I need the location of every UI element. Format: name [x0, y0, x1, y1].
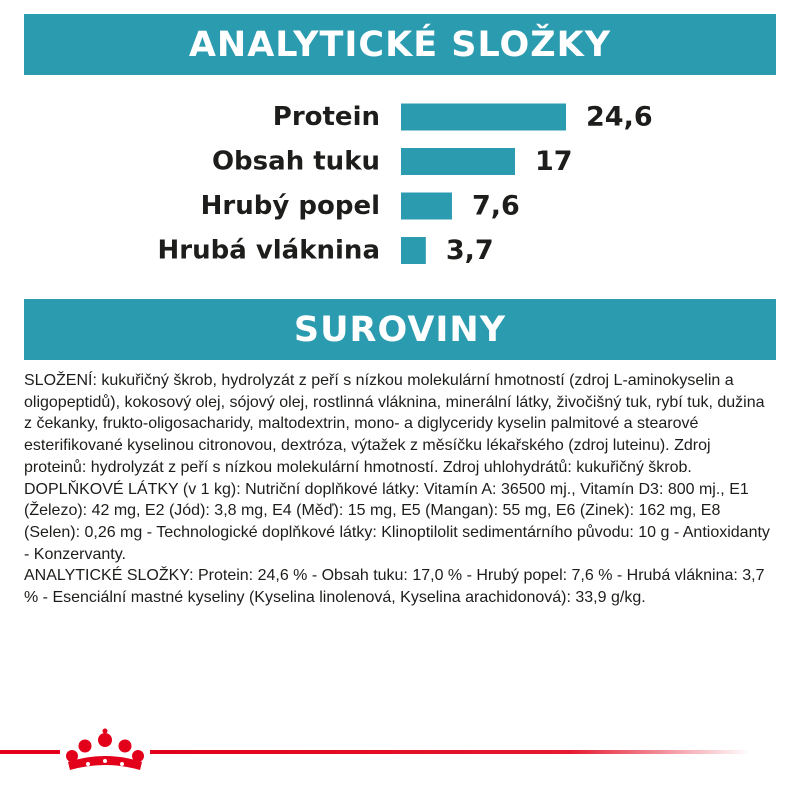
brand-ribbon [0, 720, 800, 780]
analytical-bar-chart [0, 96, 800, 276]
value-label: 3,7 [445, 235, 494, 266]
analytical-section-title: ANALYTICKÉ SLOŽKY [24, 14, 776, 75]
category-label: Hrubý popel [200, 191, 380, 221]
category-label: Protein [272, 102, 380, 132]
crown-icon [66, 729, 144, 771]
brand-footer [0, 720, 800, 780]
additives-paragraph: DOPLŇKOVÉ LÁTKY (v 1 kg): Nutriční doplňkové látky: Vitamín A: 36500 mj., Vitamín D3: 800 mj., E1 (Železo): 42 mg, E2 (Jód): 3,8 mg, E4 (Měď): 15 mg, E5 (Mangan): 55 mg, E6 (Zinek): 162 mg, E8 (Selen): 0,26 mg - Technologické doplňkové látky: Klinoptilolit sedimentárního původu: 10 g - Antioxidanty - Konzervanty. [24, 480, 770, 563]
red-line-left [0, 750, 60, 754]
ingredients-section-title: SUROVINY [24, 299, 776, 360]
category-label: Hrubá vláknina [157, 235, 380, 266]
bar [401, 148, 515, 175]
value-label: 24,6 [586, 101, 653, 133]
bar [401, 237, 426, 264]
bar [401, 104, 566, 131]
analytical-paragraph: ANALYTICKÉ SLOŽKY: Protein: 24,6 % - Obsah tuku: 17,0 % - Hrubý popel: 7,6 % - Hrubá vláknina: 3,7 % - Esenciální mastné kyseliny (Kyselina linolenová, Kyselina arachidonová): 33,9 g/kg. [24, 567, 765, 607]
value-label: 7,6 [471, 190, 520, 222]
red-line-right [150, 750, 750, 754]
composition-paragraph: SLOŽENÍ: kukuřičný škrob, hydrolyzát z peří s nízkou molekulární hmotností (zdroj L-aminokyselin a oligopeptidů), kokosový olej, sójový olej, rostlinná vláknina, minerální látky, živočišný tuk, rybí tuk, dužina z čekanky, frukto-oligosacharidy, maltodextrin, mono- a diglyceridy kyselin palmitové a stearové esterifikované kyselinou citronovou, dextróza, výtažek z měsíčku lékařského (zdroj luteinu). Zdroj proteinů: hydrolyzát z peří s nízkou molekulární hmotností. Zdroj uhlohydrátů: kukuřičný škrob. [24, 372, 765, 476]
bar [401, 193, 452, 220]
category-label: Obsah tuku [211, 146, 380, 177]
ingredients-text [24, 370, 776, 609]
value-label: 17 [535, 146, 573, 177]
